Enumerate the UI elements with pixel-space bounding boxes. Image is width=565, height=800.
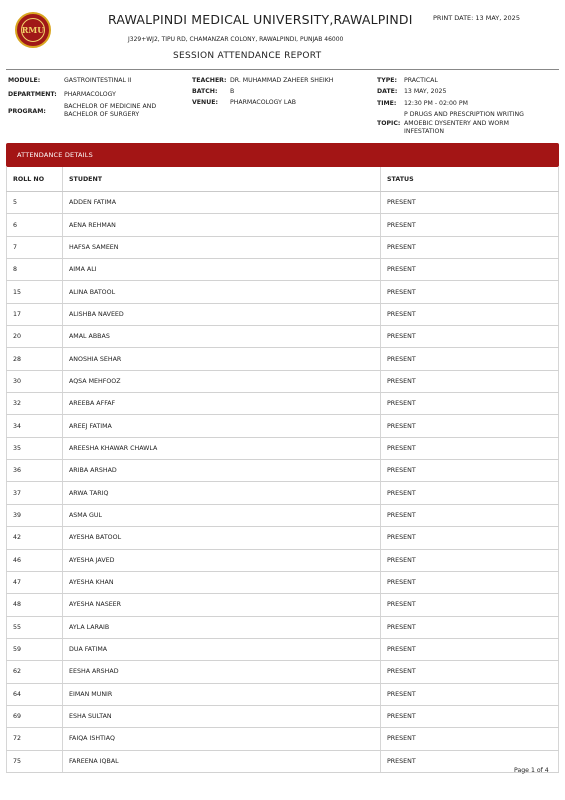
university-address: J329+WJ2, TIPU RD, CHAMANZAR COLONY, RAWALPINDI, PUNJAB 46000 <box>128 36 344 43</box>
table-row <box>7 571 559 593</box>
program-label: PROGRAM: <box>8 108 46 115</box>
type-value: PRACTICAL <box>404 77 438 84</box>
teacher-label: TEACHER: <box>192 77 227 84</box>
table-row <box>7 661 559 683</box>
student-name-cell: HAFSA SAMEEN <box>63 236 381 258</box>
table-row <box>7 192 559 214</box>
table-row <box>7 728 559 750</box>
module-label: MODULE: <box>8 77 41 84</box>
status-cell: PRESENT <box>381 281 559 303</box>
type-label: TYPE: <box>377 77 397 84</box>
roll-no-cell: 30 <box>7 370 63 392</box>
department-label: DEPARTMENT: <box>8 91 57 98</box>
table-row <box>7 750 559 772</box>
table-row <box>7 616 559 638</box>
roll-no-cell: 72 <box>7 728 63 750</box>
table-row <box>7 393 559 415</box>
venue-value: PHARMACOLOGY LAB <box>230 99 296 106</box>
roll-no-cell: 55 <box>7 616 63 638</box>
column-roll-no: ROLL NO <box>7 167 63 192</box>
roll-no-cell: 37 <box>7 482 63 504</box>
student-name-cell: AMAL ABBAS <box>63 326 381 348</box>
student-name-cell: DUA FATIMA <box>63 638 381 660</box>
status-cell: PRESENT <box>381 750 559 772</box>
status-cell: PRESENT <box>381 192 559 214</box>
student-name-cell: ANOSHIA SEHAR <box>63 348 381 370</box>
attendance-details-header <box>6 143 559 167</box>
status-cell: PRESENT <box>381 683 559 705</box>
table-row <box>7 348 559 370</box>
status-cell: PRESENT <box>381 348 559 370</box>
student-name-cell: AQSA MEHFOOZ <box>63 370 381 392</box>
student-name-cell: ASMA GUL <box>63 504 381 526</box>
roll-no-cell: 62 <box>7 661 63 683</box>
status-cell: PRESENT <box>381 393 559 415</box>
student-name-cell: AENA REHMAN <box>63 214 381 236</box>
roll-no-cell: 6 <box>7 214 63 236</box>
roll-no-cell: 5 <box>7 192 63 214</box>
page-number: Page 1 of 4 <box>514 767 549 774</box>
status-cell: PRESENT <box>381 259 559 281</box>
status-cell: PRESENT <box>381 549 559 571</box>
student-name-cell: AYESHA NASEER <box>63 594 381 616</box>
roll-no-cell: 47 <box>7 571 63 593</box>
roll-no-cell: 32 <box>7 393 63 415</box>
column-student: STUDENT <box>63 167 381 192</box>
roll-no-cell: 39 <box>7 504 63 526</box>
roll-no-cell: 20 <box>7 326 63 348</box>
roll-no-cell: 48 <box>7 594 63 616</box>
roll-no-cell: 15 <box>7 281 63 303</box>
time-label: TIME: <box>377 100 397 107</box>
logo-emblem: RMU <box>21 18 45 42</box>
status-cell: PRESENT <box>381 437 559 459</box>
roll-no-cell: 69 <box>7 705 63 727</box>
roll-no-cell: 59 <box>7 638 63 660</box>
topic-value-line2: AMOEBIC DYSENTERY AND WORM INFESTATION <box>404 120 509 135</box>
status-cell: PRESENT <box>381 705 559 727</box>
status-cell: PRESENT <box>381 594 559 616</box>
table-row <box>7 705 559 727</box>
module-value: GASTROINTESTINAL II <box>64 77 132 84</box>
topic-value-line1: P DRUGS AND PRESCRIPTION WRITING <box>404 111 524 118</box>
student-name-cell: AYESHA BATOOL <box>63 527 381 549</box>
roll-no-cell: 46 <box>7 549 63 571</box>
student-name-cell: ARWA TARIQ <box>63 482 381 504</box>
time-value: 12:30 PM - 02:00 PM <box>404 100 468 107</box>
student-name-cell: ALISHBA NAVEED <box>63 303 381 325</box>
university-logo <box>15 12 51 48</box>
status-cell: PRESENT <box>381 370 559 392</box>
attendance-rows <box>7 192 559 773</box>
student-name-cell: EESHA ARSHAD <box>63 661 381 683</box>
table-row <box>7 549 559 571</box>
table-row <box>7 504 559 526</box>
status-cell: PRESENT <box>381 504 559 526</box>
table-row <box>7 460 559 482</box>
student-name-cell: AYESHA KHAN <box>63 571 381 593</box>
batch-value: B <box>230 88 235 95</box>
table-row <box>7 638 559 660</box>
print-date: PRINT DATE: 13 MAY, 2025 <box>433 14 520 22</box>
table-row <box>7 303 559 325</box>
status-cell: PRESENT <box>381 236 559 258</box>
student-name-cell: ADDEN FATIMA <box>63 192 381 214</box>
status-cell: PRESENT <box>381 638 559 660</box>
attendance-table <box>6 167 559 773</box>
roll-no-cell: 17 <box>7 303 63 325</box>
roll-no-cell: 36 <box>7 460 63 482</box>
status-cell: PRESENT <box>381 214 559 236</box>
table-row <box>7 214 559 236</box>
table-row <box>7 236 559 258</box>
status-cell: PRESENT <box>381 661 559 683</box>
table-row <box>7 370 559 392</box>
student-name-cell: EIMAN MUNIR <box>63 683 381 705</box>
attendance-details-title: ATTENDANCE DETAILS <box>17 151 93 159</box>
roll-no-cell: 34 <box>7 415 63 437</box>
status-cell: PRESENT <box>381 303 559 325</box>
student-name-cell: AREEBA AFFAF <box>63 393 381 415</box>
table-row <box>7 482 559 504</box>
table-row <box>7 259 559 281</box>
student-name-cell: AYLA LARAIB <box>63 616 381 638</box>
status-cell: PRESENT <box>381 482 559 504</box>
status-cell: PRESENT <box>381 571 559 593</box>
table-row <box>7 594 559 616</box>
date-value: 13 MAY, 2025 <box>404 88 447 95</box>
column-status: STATUS <box>381 167 559 192</box>
roll-no-cell: 64 <box>7 683 63 705</box>
status-cell: PRESENT <box>381 728 559 750</box>
teacher-value: DR. MUHAMMAD ZAHEER SHEIKH <box>230 77 334 84</box>
roll-no-cell: 7 <box>7 236 63 258</box>
student-name-cell: FAIQA ISHTIAQ <box>63 728 381 750</box>
table-row <box>7 326 559 348</box>
table-row <box>7 683 559 705</box>
status-cell: PRESENT <box>381 415 559 437</box>
table-row <box>7 527 559 549</box>
student-name-cell: ESHA SULTAN <box>63 705 381 727</box>
roll-no-cell: 42 <box>7 527 63 549</box>
department-value: PHARMACOLOGY <box>64 91 116 98</box>
program-value: BACHELOR OF MEDICINE AND BACHELOR OF SURGERY <box>64 103 157 118</box>
table-header-row <box>7 167 559 192</box>
student-name-cell: AREEJ FATIMA <box>63 415 381 437</box>
roll-no-cell: 35 <box>7 437 63 459</box>
header-divider <box>6 69 559 70</box>
roll-no-cell: 75 <box>7 750 63 772</box>
status-cell: PRESENT <box>381 326 559 348</box>
table-row <box>7 437 559 459</box>
student-name-cell: AYESHA JAVED <box>63 549 381 571</box>
student-name-cell: ARIBA ARSHAD <box>63 460 381 482</box>
student-name-cell: AIMA ALI <box>63 259 381 281</box>
student-name-cell: AREESHA KHAWAR CHAWLA <box>63 437 381 459</box>
roll-no-cell: 28 <box>7 348 63 370</box>
date-label: DATE: <box>377 88 398 95</box>
status-cell: PRESENT <box>381 616 559 638</box>
table-row <box>7 415 559 437</box>
status-cell: PRESENT <box>381 460 559 482</box>
student-name-cell: FAREENA IQBAL <box>63 750 381 772</box>
batch-label: BATCH: <box>192 88 218 95</box>
table-row <box>7 281 559 303</box>
status-cell: PRESENT <box>381 527 559 549</box>
topic-label: TOPIC: <box>377 120 401 127</box>
report-title: SESSION ATTENDANCE REPORT <box>173 51 322 61</box>
roll-no-cell: 8 <box>7 259 63 281</box>
university-name: RAWALPINDI MEDICAL UNIVERSITY,RAWALPINDI <box>108 12 413 27</box>
venue-label: VENUE: <box>192 99 218 106</box>
student-name-cell: ALINA BATOOL <box>63 281 381 303</box>
